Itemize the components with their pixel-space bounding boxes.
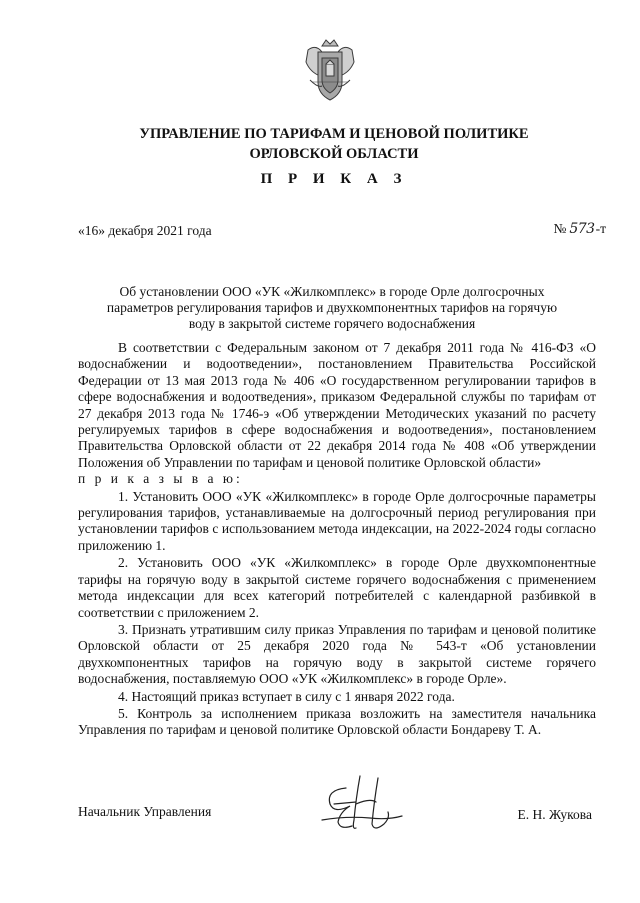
handwritten-signature-icon (316, 768, 408, 838)
orders-word: п р и к а з ы в а ю: (78, 471, 243, 487)
document-subject (88, 284, 576, 332)
preamble-text: В соответствии с Федеральным законом от 7 декабря 2011 года № 416-ФЗ «О водоснабжении и водоотведении», постановлением Правительства Российской Федерации от 13 мая 2013 года № 406 «О государственном регулировании тарифов в сфере водоснабжения и водоотведения», приказом Федеральной службы по тарифам от 27 декабря 2013 года № 1746-э «Об утверждении Методических указаний по расчету регулируемых тарифов в сфере водоснабжения и водоотведения», постановлением Правительства Орловской области от 22 декабря 2014 года № 408 «Об утверждении Положения об Управлении по тарифам и ценовой политике Орловской области» (78, 340, 596, 470)
order-item-4: 4. Настоящий приказ вступает в силу с 1 января 2022 года. (118, 688, 455, 704)
order-item-5: 5. Контроль за исполнением приказа возложить на заместителя начальника Управления по тарифам и ценовой политике Орловской области Бондареву Т. А. (78, 705, 596, 738)
signatory-name: Е. Н. Жукова (517, 807, 592, 822)
order-item-3: 3. Признать утратившим силу приказ Управления по тарифам и ценовой политике Орловской области от 25 декабря 2020 года № 543-т «Об установлении двухкомпонентных тарифов на горячую воду в закрытой системе горячего водоснабжения, поставляемую ООО «УК «Жилкомплекс» в городе Орле». (78, 621, 596, 687)
document-date: «16» декабря 2021 года (78, 223, 212, 238)
order-item-1: 1. Установить ООО «УК «Жилкомплекс» в городе Орле долгосрочные параметры регулирования тарифов, устанавливаемые на долгосрочный период регулирования при установлении тарифов с использованием метода индексации, на 2022-2024 годы согласно приложению 1. (78, 488, 596, 553)
agency-name-line1: УПРАВЛЕНИЕ ПО ТАРИФАМ И ЦЕНОВОЙ ПОЛИТИКЕ (139, 126, 529, 142)
agency-name-line2: ОРЛОВСКОЙ ОБЛАСТИ (249, 146, 419, 162)
number-handwritten: 573 (569, 221, 595, 237)
agency-name (60, 124, 608, 164)
signatory-title: Начальник Управления (78, 804, 212, 819)
subject-line2: параметров регулирования тарифов и двухкомпонентных тарифов на горячую (106, 300, 558, 315)
document-body (78, 340, 596, 739)
coat-of-arms-icon (300, 36, 360, 106)
number-prefix: № (553, 221, 567, 236)
document-type: П Р И К А З (260, 171, 408, 187)
order-item-2: 2. Установить ООО «УК «Жилкомплекс» в городе Орле двухкомпонентные тарифы на горячую воду в закрытой системе горячего водоснабжения с применением метода индексации для всех категорий потребителей с календарной разбивкой в соответствии с приложением 2. (78, 555, 596, 620)
subject-line3: воду в закрытой системе горячего водоснабжения (188, 316, 476, 331)
subject-line1: Об установлении ООО «УК «Жилкомплекс» в городе Орле долгосрочных (119, 284, 545, 299)
number-suffix: -т (595, 221, 606, 236)
document-number (553, 221, 606, 237)
preamble-paragraph (78, 340, 596, 488)
